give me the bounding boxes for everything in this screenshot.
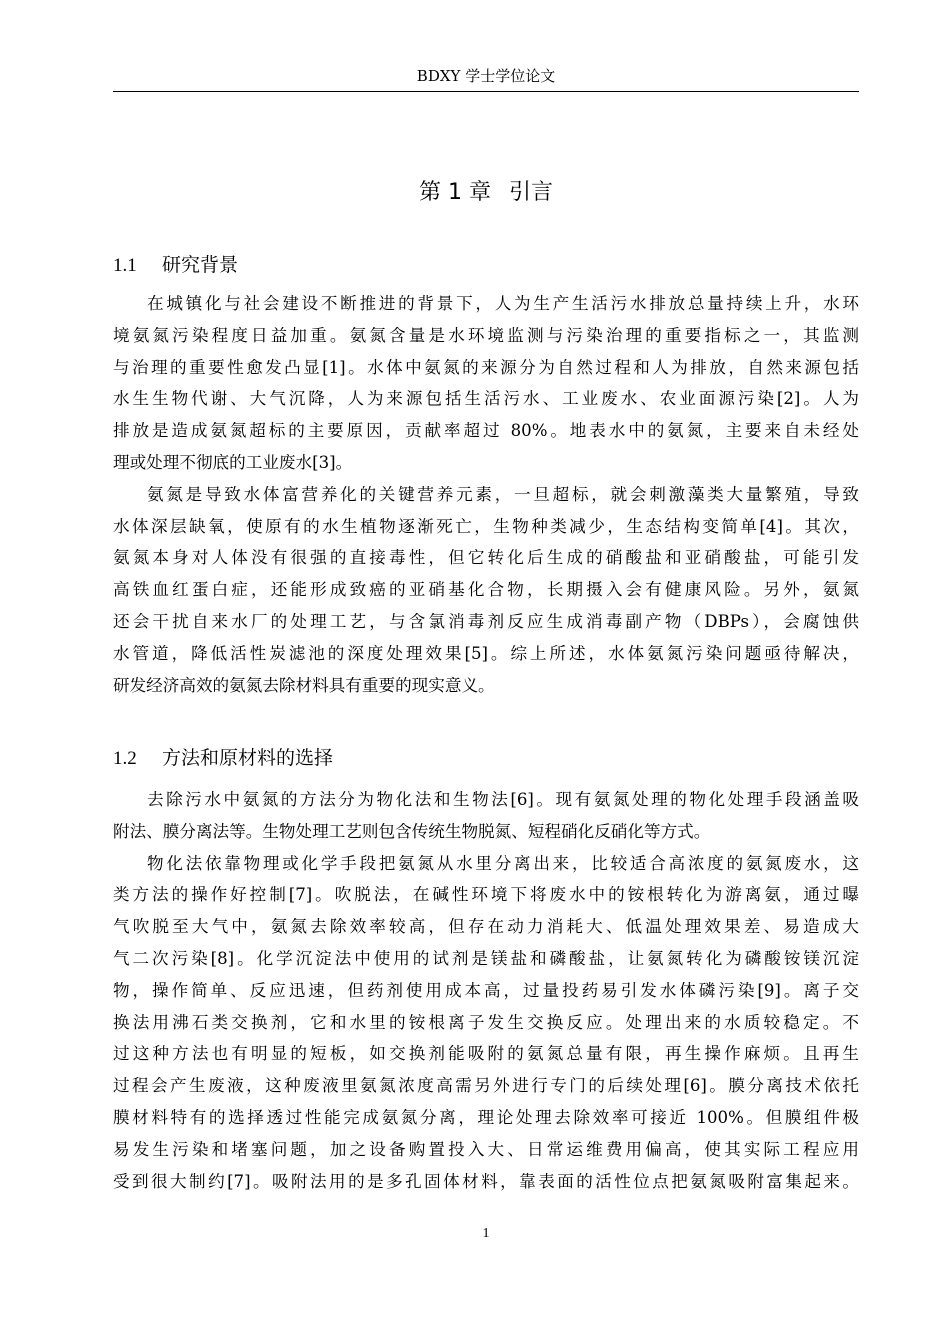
section-title: 研究背景 [162,254,239,276]
text-line: 去除污水中氨氮的方法分为物化法和生物法[6]。现有氨氮处理的物化处理手段涵盖吸 [147,790,859,809]
text-line: 高铁血红蛋白症，还能形成致癌的亚硝基化合物，长期摄入会有健康风险。另外，氨氮 [113,580,859,600]
running-header: BDXY 学士学位论文 [416,67,556,85]
text-line: 氨氮是导致水体富营养化的关键营养元素，一旦超标，就会刺激藻类大量繁殖，导致 [147,484,859,504]
text-line: 易发生污染和堵塞问题，加之设备购置投入大、日常运维费用偏高，使其实际工程应用 [113,1139,859,1159]
text-line: 膜材料特有的选择透过性能完成氨氮分离，理论处理去除效率可接近 100%。但膜组件极 [113,1107,859,1127]
chapter-name: 引言 [508,180,553,205]
text-line: 气二次污染[8]。化学沉淀法中使用的试剂是镁盐和磷酸盐，让氨氮转化为磷酸铵镁沉淀 [113,948,859,968]
text-line: 境氨氮污染程度日益加重。氨氮含量是水环境监测与污染治理的重要指标之一，其监测 [113,325,859,345]
text-line: 水体深层缺氧，使原有的水生植物逐渐死亡，生物种类减少，生态结构变简单[4]。其次， [113,516,859,536]
text-line: 过这种方法也有明显的短板，如交换剂能吸附的氨氮总量有限，再生操作麻烦。且再生 [113,1044,859,1064]
section-1-2-body [113,784,859,1197]
text-line: 过程会产生废液，这种废液里氨氮浓度高需另外进行专门的后续处理[6]。膜分离技术依托 [113,1076,859,1096]
section-1-1-body [113,288,859,701]
text-line: 氨氮本身对人体没有很强的直接毒性，但它转化后生成的硝酸盐和亚硝酸盐，可能引发 [113,548,859,568]
text-line: 水生生物代谢、大气沉降，人为来源包括生活污水、工业废水、农业面源污染[2]。人为 [113,389,859,409]
chapter-title [113,175,859,211]
paragraph [113,848,859,1198]
paragraph [113,784,859,848]
section-heading-1-2 [113,743,333,774]
text-line: 换法用沸石类交换剂，它和水里的铵根离子发生交换反应。处理出来的水质较稳定。不 [113,1012,859,1032]
text-line: 与治理的重要性愈发凸显[1]。水体中氨氮的来源分为自然过程和人为排放，自然来源包括 [113,357,859,377]
text-line: 理或处理不彻底的工业废水[3]。 [113,452,353,472]
section-number: 1.1 [113,255,137,276]
text-line: 附法、膜分离法等。生物处理工艺则包含传统生物脱氮、短程硝化反硝化等方式。 [113,821,711,841]
page-number: 1 [482,1226,490,1241]
text-line: 气吹脱至大气中，氨氮去除效率较高，但存在动力消耗大、低温处理效果差、易造成大 [113,917,859,937]
text-line: 排放是造成氨氮超标的主要原因，贡献率超过 80%。地表水中的氨氮，主要来自未经处 [113,421,859,441]
text-line: 还会干扰自来水厂的处理工艺，与含氯消毒剂反应生成消毒副产物（DBPs），会腐蚀供 [113,611,859,631]
paragraph [113,479,859,702]
paragraph [113,288,859,479]
text-line: 研发经济高效的氨氮去除材料具有重要的现实意义。 [113,675,495,695]
section-heading-1-1 [113,250,238,281]
header-divider [113,91,859,92]
text-line: 物，操作简单、反应迅速，但药剂使用成本高，过量投药易引发水体磷污染[9]。离子交 [113,980,859,1000]
chapter-number: 第 1 章 [419,180,491,205]
text-line: 在城镇化与社会建设不断推进的背景下，人为生产生活污水排放总量持续上升，水环 [147,294,859,313]
text-line: 物化法依靠物理或化学手段把氨氮从水里分离出来，比较适合高浓度的氨氮废水，这 [147,853,859,873]
section-number: 1.2 [113,748,137,769]
section-title: 方法和原材料的选择 [162,747,334,769]
text-line: 类方法的操作好控制[7]。吹脱法，在碱性环境下将废水中的铵根转化为游离氨，通过曝 [113,885,859,905]
text-line: 水管道，降低活性炭滤池的深度处理效果[5]。综上所述，水体氨氮污染问题亟待解决， [113,643,859,663]
text-line: 受到很大制约[7]。吸附法用的是多孔固体材料，靠表面的活性位点把氨氮吸附富集起来。 [113,1171,859,1191]
